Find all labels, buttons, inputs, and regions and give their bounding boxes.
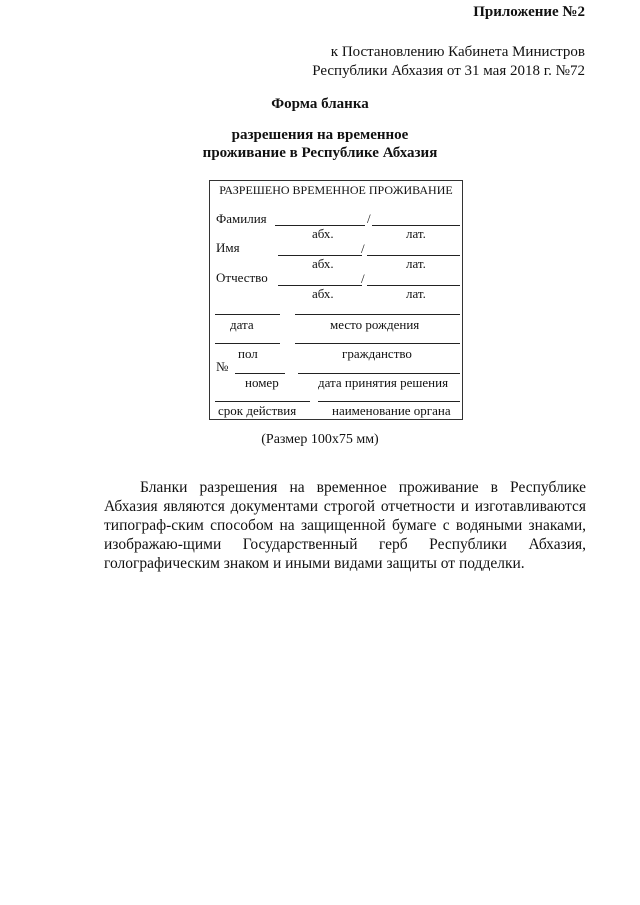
patronymic-label: Отчество bbox=[216, 270, 268, 285]
appendix-label: Приложение №2 bbox=[473, 4, 585, 20]
title-line1: Форма бланка bbox=[271, 96, 369, 112]
abh-label: абх. bbox=[312, 226, 334, 241]
surname-label: Фамилия bbox=[216, 211, 267, 226]
date-label: дата bbox=[230, 317, 254, 332]
size-note: (Размер 100x75 мм) bbox=[261, 432, 379, 447]
number-sign: № bbox=[216, 359, 229, 374]
form-heading: РАЗРЕШЕНО ВРЕМЕННОЕ ПРОЖИВАНИЕ bbox=[219, 183, 453, 197]
decision-date-label: дата принятия решения bbox=[318, 375, 449, 390]
abh-label: абх. bbox=[312, 256, 334, 271]
slash: / bbox=[361, 241, 365, 256]
lat-label: лат. bbox=[406, 286, 426, 301]
title-line3: проживание в Республике Абхазия bbox=[202, 145, 438, 161]
body-paragraph: Бланки разрешения на временное проживание в Республике Абхазия являются документами строгой отчетности и изготавливаются типограф-ским способом на защищенной бумаге с водяными знаками, изображаю-щими Государственный герб Республики Абхазия, голографическим знаком и иными видами защиты от подделки. bbox=[104, 479, 586, 572]
appendix-line2: Республики Абхазия от 31 мая 2018 г. №72 bbox=[312, 63, 585, 79]
birthplace-label: место рождения bbox=[330, 317, 420, 332]
appendix-line1: к Постановлению Кабинета Министров bbox=[330, 44, 585, 60]
abh-label: абх. bbox=[312, 286, 334, 301]
validity-label: срок действия bbox=[218, 403, 297, 418]
slash: / bbox=[367, 211, 371, 226]
authority-label: наименование органа bbox=[332, 403, 451, 418]
name-label: Имя bbox=[216, 240, 240, 255]
title-line2: разрешения на временное bbox=[231, 127, 409, 143]
sex-label: пол bbox=[238, 346, 258, 361]
slash: / bbox=[361, 271, 365, 286]
permit-form bbox=[209, 180, 463, 420]
citizenship-label: гражданство bbox=[342, 346, 412, 361]
number-label: номер bbox=[245, 375, 279, 390]
lat-label: лат. bbox=[406, 226, 426, 241]
lat-label: лат. bbox=[406, 256, 426, 271]
